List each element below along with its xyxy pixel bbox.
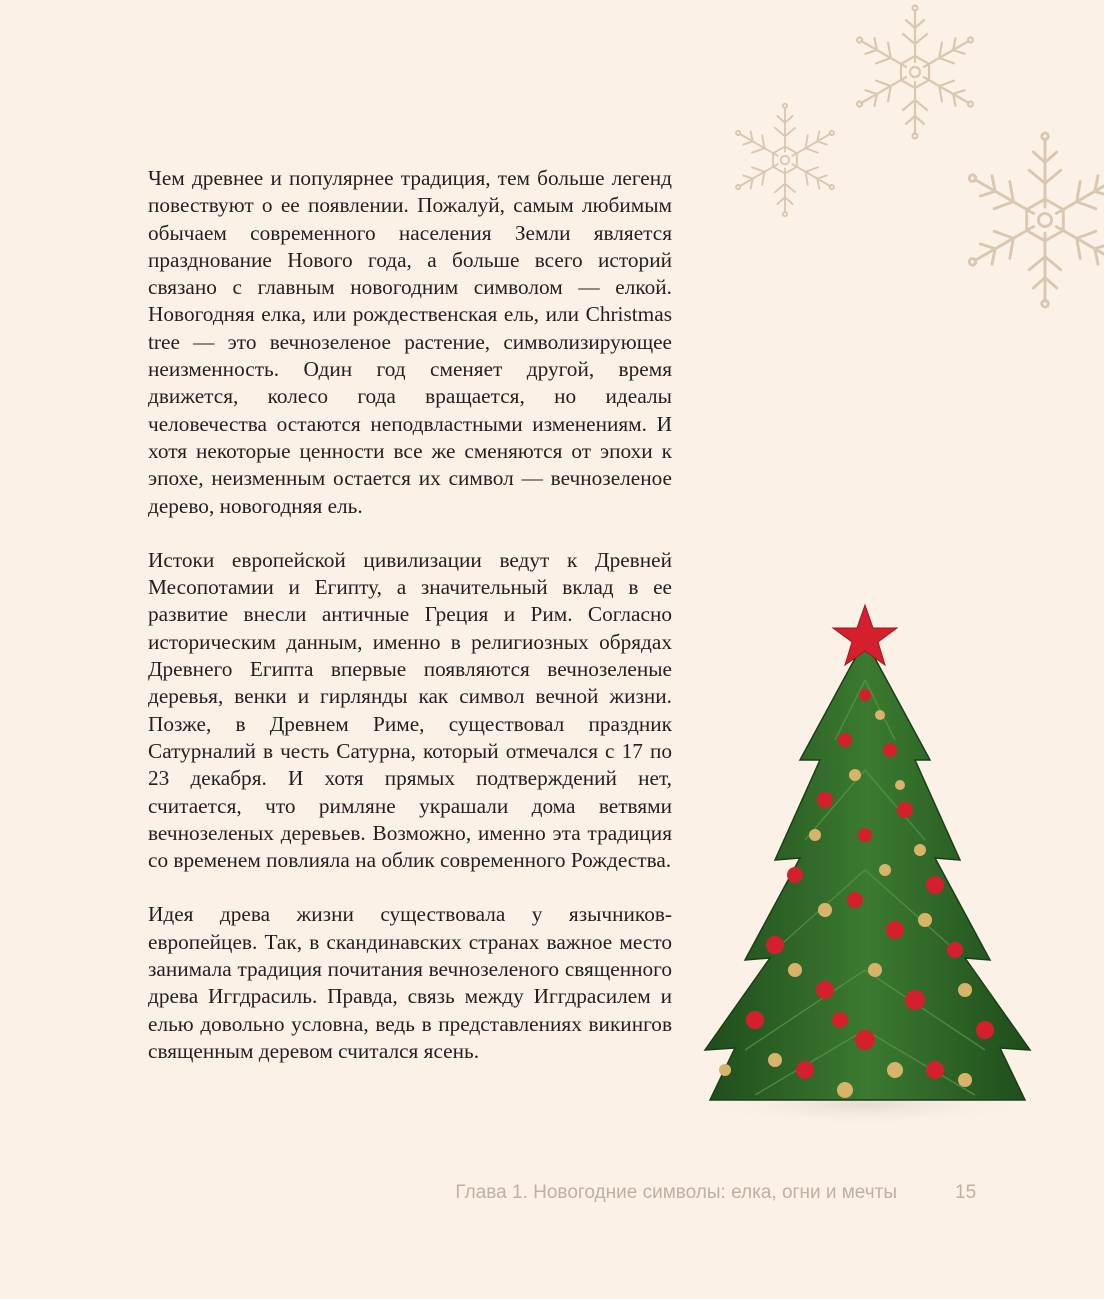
paragraph: Чем древнее и популярнее традиция, тем больше легенд повествуют о ее появлении. Пожалуй, самым любимым обычаем современного населения Земли является празднование Нового года, а больше всего историй связано с главным новогодним символом — елкой. Новогодняя елка, или рождественская ель, или Christmas tree — это вечнозеленое растение, символизирующее неизменность. Один год сменяет другой, время движется, колесо года вращается, но идеалы человечества остаются неподвластными изменениям. И хотя некоторые ценности все же сменяются от эпохи к эпохе, неизменным остается их символ — вечнозеленое дерево, новогодняя ель. bbox=[148, 166, 672, 518]
snowflake-icon bbox=[730, 100, 840, 220]
snowflake-icon bbox=[960, 120, 1104, 320]
page-number: 15 bbox=[955, 1182, 977, 1203]
page-footer bbox=[0, 1178, 1104, 1208]
body-text bbox=[148, 165, 672, 1092]
paragraph: Идея древа жизни существовала у язычников-европейцев. Так, в скандинавских странах важное место занимала традиция почитания вечнозеленого священного древа Иггдрасиль. Правда, связь между Иггдрасилем и елью довольно условна, ведь в представлениях викингов священным деревом считался ясень. bbox=[148, 902, 672, 1063]
paragraph: Истоки европейской цивилизации ведут к Древней Месопотамии и Египту, а значительный вклад в ее развитие внесли античные Греция и Рим. Согласно историческим данным, именно в религиозных обрядах Древнего Египта впервые появляются вечнозеленые деревья, венки и гирлянды как символ вечной жизни. Позже, в Древнем Риме, существовал праздник Сатурналий в честь Сатурна, который отмечался с 17 по 23 декабря. И хотя прямых подтверждений нет, считается, что римляне украшали дома ветвями вечнозеленых деревьев. Возможно, именно эта традиция со временем повлияла на облик современного Рождества. bbox=[148, 547, 672, 873]
christmas-tree-icon bbox=[665, 600, 1045, 1130]
chapter-title: Глава 1. Новогодние символы: елка, огни и мечты bbox=[455, 1182, 897, 1203]
